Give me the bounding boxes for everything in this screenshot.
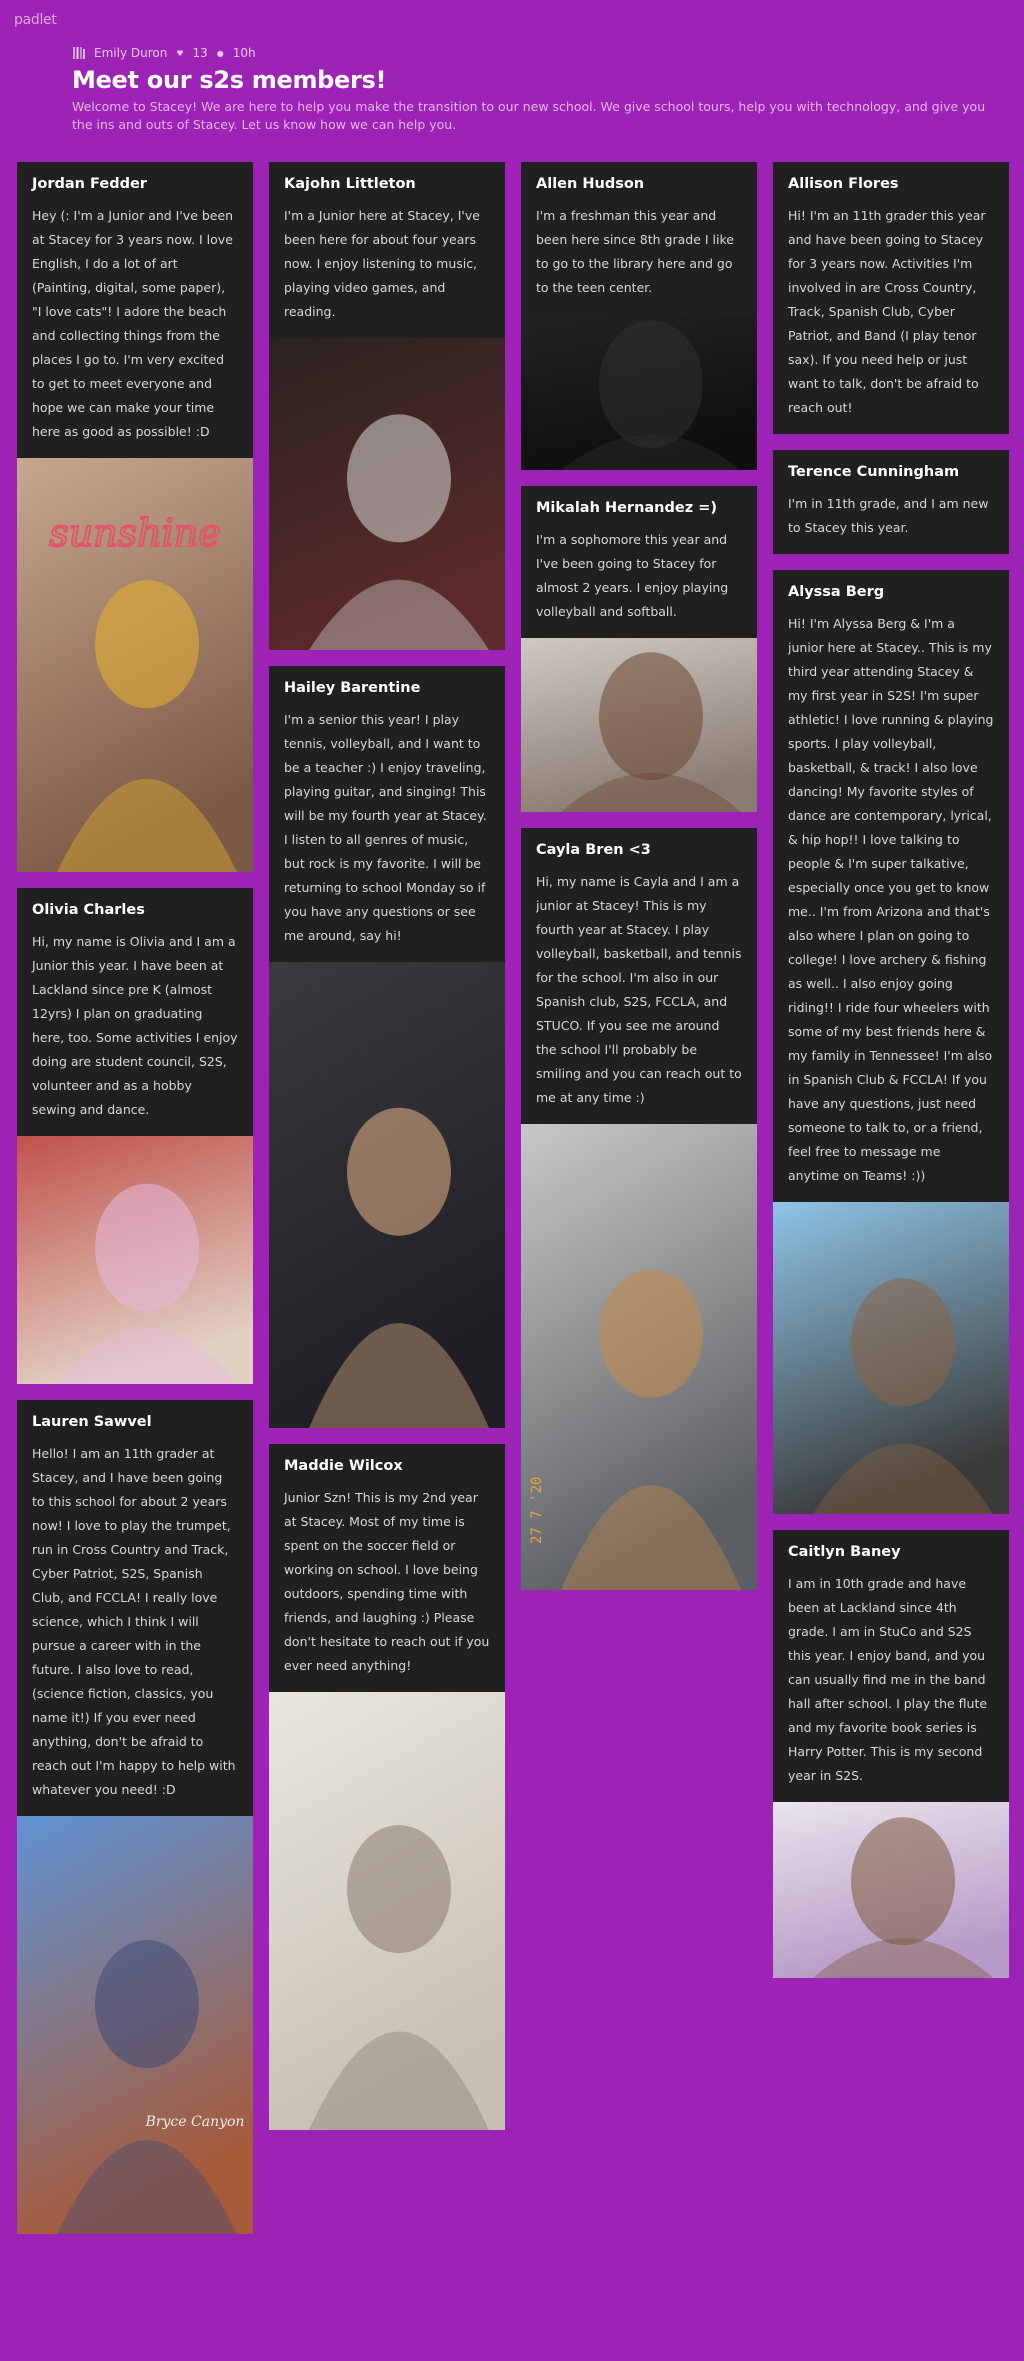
- member-photo[interactable]: [521, 314, 757, 470]
- dot-separator-icon: ●: [216, 48, 224, 58]
- post-card-body: [17, 162, 253, 458]
- post-title: Allison Flores: [788, 176, 899, 192]
- post-meta: [72, 44, 997, 62]
- post-title: Lauren Sawvel: [32, 1414, 152, 1430]
- author-avatar-icon: [72, 46, 86, 60]
- post-title: Terence Cunningham: [788, 464, 960, 480]
- member-photo[interactable]: [521, 638, 757, 812]
- post-card-jordan-fedder[interactable]: [17, 162, 253, 872]
- post-card-mikalah-hernandez[interactable]: [521, 486, 757, 812]
- column-1: [17, 162, 253, 2250]
- post-title: Maddie Wilcox: [284, 1458, 403, 1474]
- post-title: Mikalah Hernandez =): [536, 500, 717, 516]
- photo-date-stamp: 27 7 '20: [529, 1476, 545, 1544]
- post-title: Caitlyn Baney: [788, 1544, 901, 1560]
- post-card-body: [521, 162, 757, 314]
- post-title: Cayla Bren <3: [536, 842, 651, 858]
- post-title: Hailey Barentine: [284, 680, 421, 696]
- post-card-body: [773, 450, 1009, 554]
- member-photo[interactable]: [269, 1692, 505, 2130]
- post-text: I'm in 11th grade, and I am new to Stacey this year.: [788, 496, 989, 535]
- post-text: I'm a senior this year! I play tennis, volleyball, and I want to be a teacher :) I enjoy traveling, playing guitar, and singing! This will be my fourth year at Stacey. I listen to all genres of music, but rock is my favorite. I will be returning to school Monday so if you have any questions or see me around, say hi!: [284, 712, 487, 943]
- post-text: I'm a sophomore this year and I've been going to Stacey for almost 2 years. I enjoy playing volleyball and softball.: [536, 532, 729, 619]
- post-card-body: [773, 1530, 1009, 1802]
- member-photo[interactable]: [269, 338, 505, 650]
- heart-icon[interactable]: ♥: [176, 48, 184, 58]
- post-card-lauren-sawvel[interactable]: [17, 1400, 253, 2234]
- member-photo[interactable]: [773, 1802, 1009, 1978]
- post-card-kajohn-littleton[interactable]: [269, 162, 505, 650]
- post-text: I am in 10th grade and have been at Lackland since 4th grade. I am in StuCo and S2S this year. I enjoy band, and you can usually find me in the band hall after school. I play the flute and my favorite book series is Harry Potter. This is my second year in S2S.: [788, 1576, 988, 1783]
- post-card-maddie-wilcox[interactable]: [269, 1444, 505, 2130]
- post-title: Kajohn Littleton: [284, 176, 416, 192]
- like-count: 13: [192, 46, 208, 60]
- post-text: Hi, my name is Cayla and I am a junior at Stacey! This is my fourth year at Stacey. I play volleyball, basketball, and tennis for the school. I'm also in our Spanish club, S2S, FCCLA, and STUCO. If you see me around the school I'll probably be smiling and you can reach out to me at any time :): [536, 874, 742, 1105]
- post-card-body: [773, 162, 1009, 434]
- member-photo[interactable]: [17, 1816, 253, 2234]
- post-card-body: [17, 888, 253, 1136]
- post-card-terence-cunningham[interactable]: [773, 450, 1009, 554]
- post-text: Hi! I'm an 11th grader this year and have been going to Stacey for 3 years now. Activities I'm involved in are Cross Country, Track, Spanish Club, Cyber Patriot, and Band (I play tenor sax). If you need help or just want to talk, don't be afraid to reach out!: [788, 208, 986, 415]
- column-3: [521, 162, 757, 1606]
- post-card-alyssa-berg[interactable]: [773, 570, 1009, 1514]
- post-title: Allen Hudson: [536, 176, 645, 192]
- page-description: Welcome to Stacey! We are here to help you make the transition to our new school. We give school tours, help you with technology, and give you the ins and outs of Stacey. Let us know how we can help you.: [72, 99, 986, 132]
- post-card-cayla-bren-3[interactable]: [521, 828, 757, 1590]
- member-photo[interactable]: [17, 1136, 253, 1384]
- post-card-allison-flores[interactable]: [773, 162, 1009, 434]
- post-text: Hi, my name is Olivia and I am a Junior this year. I have been at Lackland since pre K (almost 12yrs) I plan on graduating here, too. Some activities I enjoy doing are student council, S2S, volunteer and as a hobby sewing and dance.: [32, 934, 238, 1117]
- post-card-caitlyn-baney[interactable]: [773, 1530, 1009, 1978]
- member-photo[interactable]: [521, 1124, 757, 1590]
- post-title: Olivia Charles: [32, 902, 145, 918]
- app-logo[interactable]: padlet: [14, 12, 57, 28]
- post-text: Junior Szn! This is my 2nd year at Stacey. Most of my time is spent on the soccer field or working on school. I love being outdoors, spending time with friends, and laughing :) Please don't hesitate to reach out if you ever need anything!: [284, 1490, 490, 1673]
- member-photo[interactable]: [17, 458, 253, 872]
- post-title: Jordan Fedder: [32, 176, 147, 192]
- photo-neon-text: sunshine: [49, 511, 221, 555]
- post-card-body: [521, 828, 757, 1124]
- member-photo[interactable]: [773, 1202, 1009, 1514]
- post-text: Hey (: I'm a Junior and I've been at Stacey for 3 years now. I love English, I do a lot of art (Painting, digital, some paper), "I love cats"! I adore the beach and collecting things from the places I go to. I'm very excited to get to meet everyone and hope we can make your time here as good as possible! :D: [32, 208, 234, 439]
- post-text: Hello! I am an 11th grader at Stacey, and I have been going to this school for about 2 years now! I love to play the trumpet, run in Cross Country and Track, Cyber Patriot, S2S, Spanish Club, and FCCLA! I really love science, which I think I will pursue a career with in the future. I also love to read, (science fiction, classics, you name it!) If you ever need anything, don't be afraid to reach out I'm happy to help with whatever you need! :D: [32, 1446, 236, 1797]
- photo-shirt-text: Bryce Canyon: [145, 2114, 245, 2130]
- padlet-header: [72, 44, 997, 134]
- post-card-body: [269, 162, 505, 338]
- post-text: I'm a freshman this year and been here since 8th grade I like to go to the library here and go to the teen center.: [536, 208, 734, 295]
- column-2: [269, 162, 505, 2146]
- post-text: I'm a Junior here at Stacey, I've been here for about four years now. I enjoy listening to music, playing video games, and reading.: [284, 208, 480, 319]
- column-4: [773, 162, 1009, 1994]
- post-card-body: [521, 486, 757, 638]
- post-card-allen-hudson[interactable]: [521, 162, 757, 470]
- post-card-body: [773, 570, 1009, 1202]
- post-card-olivia-charles[interactable]: [17, 888, 253, 1384]
- post-card-body: [17, 1400, 253, 1816]
- page-title: Meet our s2s members!: [72, 66, 387, 94]
- post-card-body: [269, 666, 505, 962]
- post-title: Alyssa Berg: [788, 584, 885, 600]
- post-text: Hi! I'm Alyssa Berg & I'm a junior here at Stacey.. This is my third year attending Stacey & my first year in S2S! I'm super athletic! I love running & playing sports. I play volleyball, basketball, & track! I also love dancing! My favorite styles of dance are contemporary, lyrical, & hip hop!! I love talking to people & I'm super talkative, especially once you get to know me.. I'm from Arizona and that's also where I plan on going to college! I love archery & fishing as well.. I also enjoy going riding!! I ride four wheelers with some of my best friends here & my family in Tennessee! I'm also in Spanish Club & FCCLA! If you have any questions, just need someone to talk to, or a friend, feel free to message me anytime on Teams! :)): [788, 616, 994, 1183]
- author-name[interactable]: Emily Duron: [94, 46, 168, 60]
- member-photo[interactable]: [269, 962, 505, 1428]
- post-card-body: [269, 1444, 505, 1692]
- post-age: 10h: [232, 46, 256, 60]
- post-card-hailey-barentine[interactable]: [269, 666, 505, 1428]
